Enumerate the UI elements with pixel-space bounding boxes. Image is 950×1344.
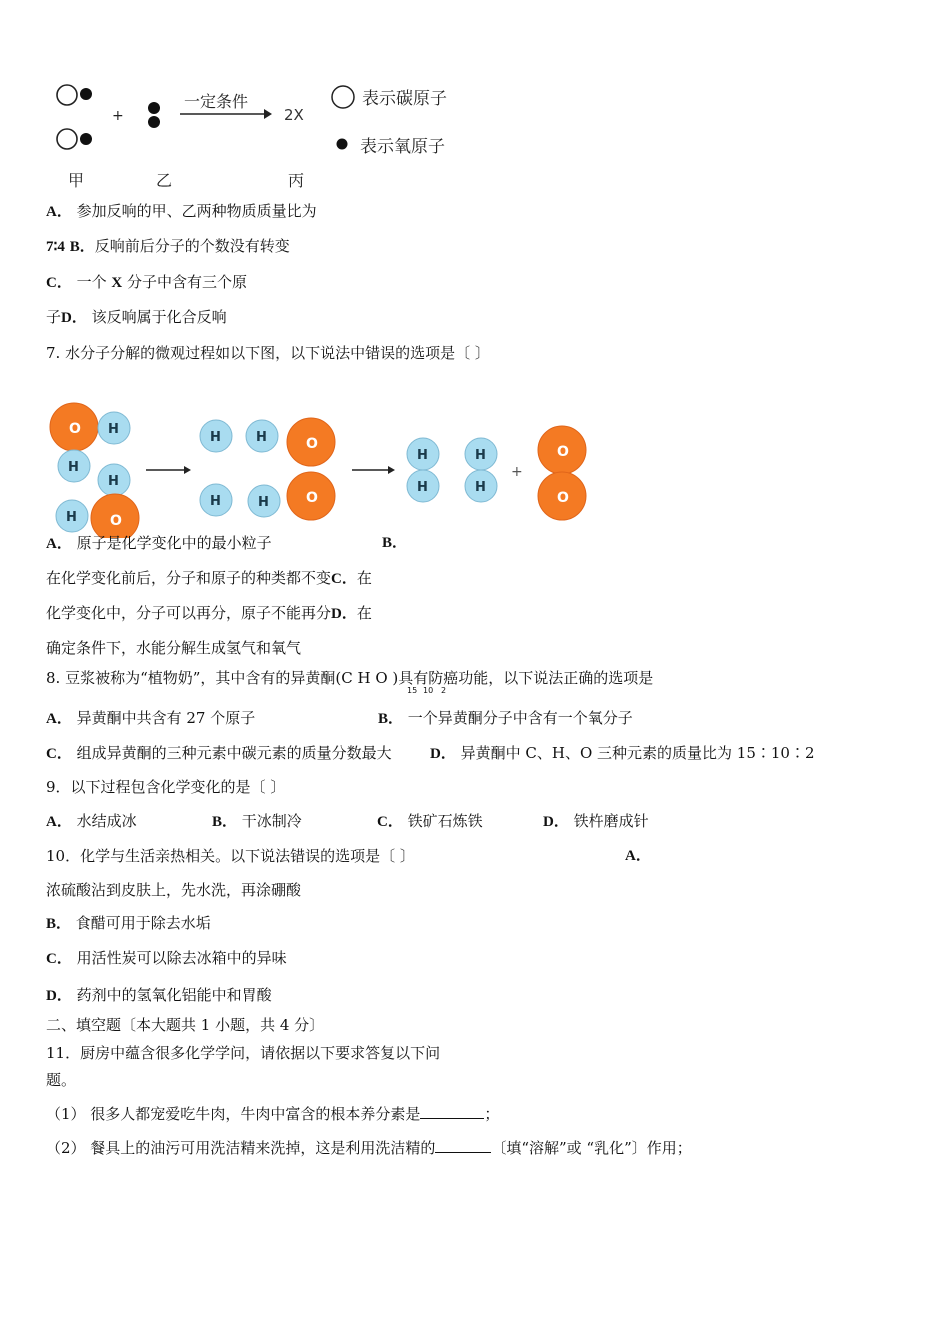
q9-d-letter: D． xyxy=(543,814,569,830)
svg-text:H: H xyxy=(475,480,486,495)
q7-c-letter: C． xyxy=(331,571,357,587)
svg-text:H: H xyxy=(256,430,267,445)
q10-b-text: 食醋可用于除去水垢 xyxy=(75,914,211,932)
q9-c-text: 铁矿石炼铁 xyxy=(407,812,483,830)
fig1-label-bing: 丙 xyxy=(288,171,305,190)
q7-a-letter: A． xyxy=(46,536,72,552)
q11-p1-text: （1） 很多人都宠爱吃牛肉，牛肉中富含的根本养分素是 xyxy=(46,1105,421,1123)
q8-option-b xyxy=(378,708,633,729)
q9-option-d xyxy=(543,811,649,832)
q6-c-text-3: 子 xyxy=(46,308,62,326)
q10-option-c xyxy=(46,948,287,969)
q10-d-letter: D． xyxy=(46,988,72,1004)
q7-line-c xyxy=(46,603,372,624)
q8-option-a xyxy=(46,708,255,729)
q9-stem: 9．以下过程包含化学变化的是〔 〕 xyxy=(46,778,286,796)
q6-b-letter: B． xyxy=(69,239,95,255)
q11-p2-end: 〔填“溶解”或 “乳化”〕作用； xyxy=(491,1139,692,1157)
q6-d-text: 该反响属于化合反响 xyxy=(91,308,227,326)
q7-b-letter: B． xyxy=(382,535,408,551)
svg-text:O: O xyxy=(557,444,569,460)
q9-option-c xyxy=(377,811,483,832)
carbon-legend-icon xyxy=(332,86,354,108)
svg-text:H: H xyxy=(417,480,428,495)
q9-a-letter: A． xyxy=(46,814,72,830)
q11-stem-2: 题。 xyxy=(46,1071,77,1089)
q7-c-text-2: 化学变化中，分子可以再分，原子不能再分 xyxy=(46,604,332,622)
section-2-title: 二、填空题〔本大题共 1 小题，共 4 分〕 xyxy=(46,1016,325,1034)
q7-b-text: 在化学变化前后，分子和原子的种类都不变 xyxy=(46,569,332,587)
q11-p1-answer-blank[interactable] xyxy=(420,1104,484,1119)
q7-d-text-2: 确定条件下，水能分解生成氢气和氧气 xyxy=(46,639,302,657)
q8-b-letter: B． xyxy=(378,711,404,727)
q10-stem: 10．化学与生活亲热相关。以下说法错误的选项是〔 〕 xyxy=(46,847,415,865)
q7-line-b xyxy=(46,568,372,589)
fig1-condition: 一定条件 xyxy=(184,92,249,111)
svg-text:H: H xyxy=(108,422,119,437)
svg-text:H: H xyxy=(210,430,221,445)
svg-text:H: H xyxy=(475,448,486,463)
q10-a-text: 浓硫酸沾到皮肤上，先水洗，再涂硼酸 xyxy=(46,881,302,899)
q6-d-letter: D． xyxy=(61,310,87,326)
q9-b-letter: B． xyxy=(212,814,238,830)
fig1-legend-oxygen: 表示氧原子 xyxy=(360,137,445,157)
q11-part-1 xyxy=(46,1104,499,1124)
q8-option-c xyxy=(46,743,392,764)
q10-option-d xyxy=(46,985,272,1006)
q6-option-b xyxy=(46,236,290,257)
q11-p1-end: ； xyxy=(484,1105,500,1123)
q8-d-text: 异黄酮中 C、H、O 三种元素的质量比为 15∶10∶2 xyxy=(460,744,815,762)
q8-sub-2: 2 xyxy=(441,686,447,695)
fig1-label-yi: 乙 xyxy=(156,171,173,190)
q9-option-a xyxy=(46,811,137,832)
q9-b-text: 干冰制冷 xyxy=(241,812,302,830)
q8-a-letter: A． xyxy=(46,711,72,727)
q11-part-2 xyxy=(46,1138,692,1158)
svg-text:O: O xyxy=(69,421,81,437)
fig1-label-jia: 甲 xyxy=(68,171,85,190)
q7-option-a xyxy=(46,533,272,554)
fig1-plus: + xyxy=(112,108,124,124)
q7-a-text: 原子是化学变化中的最小粒子 xyxy=(76,534,272,552)
q11-p2-answer-blank[interactable] xyxy=(435,1138,491,1153)
q7-stem: 7. 水分子分解的微观过程如以下图，以下说法中错误的选项是〔 〕 xyxy=(46,344,490,362)
svg-text:O: O xyxy=(306,436,318,452)
q7-d-text-1: 在 xyxy=(356,604,372,622)
q9-a-text: 水结成冰 xyxy=(76,812,137,830)
q9-c-letter: C． xyxy=(377,814,403,830)
q8-d-letter: D． xyxy=(430,746,456,762)
q10-a-letter: A． xyxy=(625,848,651,864)
svg-text:O: O xyxy=(110,513,122,529)
water-decomposition-diagram xyxy=(46,398,606,538)
q6-c-letter: C． xyxy=(46,275,72,291)
q6-option-d xyxy=(46,307,227,328)
q8-a-text: 异黄酮中共含有 27 个原子 xyxy=(76,709,256,727)
q8-c-letter: C． xyxy=(46,746,72,762)
q6-c-text-1: 一个 xyxy=(76,273,107,291)
q6-option-c xyxy=(46,272,247,293)
q10-d-text: 药剂中的氢氧化铝能中和胃酸 xyxy=(76,986,272,1004)
q6-a-ratio: 7∶4 xyxy=(46,239,65,255)
q8-sub-15: 15 xyxy=(407,686,418,695)
svg-text:H: H xyxy=(210,494,221,509)
q10-c-text: 用活性炭可以除去冰箱中的异味 xyxy=(76,949,287,967)
q10-c-letter: C． xyxy=(46,951,72,967)
q6-option-a xyxy=(46,201,317,222)
q6-a-text: 参加反响的甲、乙两种物质质量比为 xyxy=(76,202,317,220)
q9-d-text: 铁杵磨成针 xyxy=(573,812,649,830)
q6-b-text: 反响前后分子的个数没有转变 xyxy=(94,237,290,255)
q8-stem: 8. 豆浆被称为“植物奶”，其中含有的异黄酮(C H O )具有防癌功能，以下说法正确的选项是 xyxy=(46,669,654,687)
q6-c-text-2: 分子中含有三个原 xyxy=(127,273,248,291)
fig1-product: 2X xyxy=(284,106,304,124)
svg-text:+: + xyxy=(511,464,523,480)
q9-option-b xyxy=(212,811,302,832)
q6-a-letter: A． xyxy=(46,204,72,220)
svg-text:O: O xyxy=(557,490,569,506)
q10-b-letter: B． xyxy=(46,916,72,932)
q8-sub-10: 10 xyxy=(423,686,434,695)
q11-p2-text: （2） 餐具上的油污可用洗洁精来洗掉，这是利用洗洁精的 xyxy=(46,1139,436,1157)
q7-d-letter: D． xyxy=(331,606,357,622)
svg-text:H: H xyxy=(417,448,428,463)
svg-text:H: H xyxy=(68,460,79,475)
oxygen-legend-icon xyxy=(337,139,348,150)
q10-option-b xyxy=(46,913,211,934)
q8-b-text: 一个异黄酮分子中含有一个氧分子 xyxy=(407,709,633,727)
q11-stem-1: 11．厨房中蕴含很多化学学问，请依据以下要求答复以下问 xyxy=(46,1044,441,1062)
svg-text:H: H xyxy=(108,474,119,489)
q7-c-text-1: 在 xyxy=(356,569,372,587)
q8-option-d xyxy=(430,743,815,764)
svg-text:O: O xyxy=(306,490,318,506)
fig1-legend-carbon: 表示碳原子 xyxy=(362,89,447,109)
q6-c-x: X xyxy=(111,275,123,291)
svg-text:H: H xyxy=(258,495,269,510)
q8-c-text: 组成异黄酮的三种元素中碳元素的质量分数最大 xyxy=(76,744,392,762)
svg-text:H: H xyxy=(66,510,77,525)
